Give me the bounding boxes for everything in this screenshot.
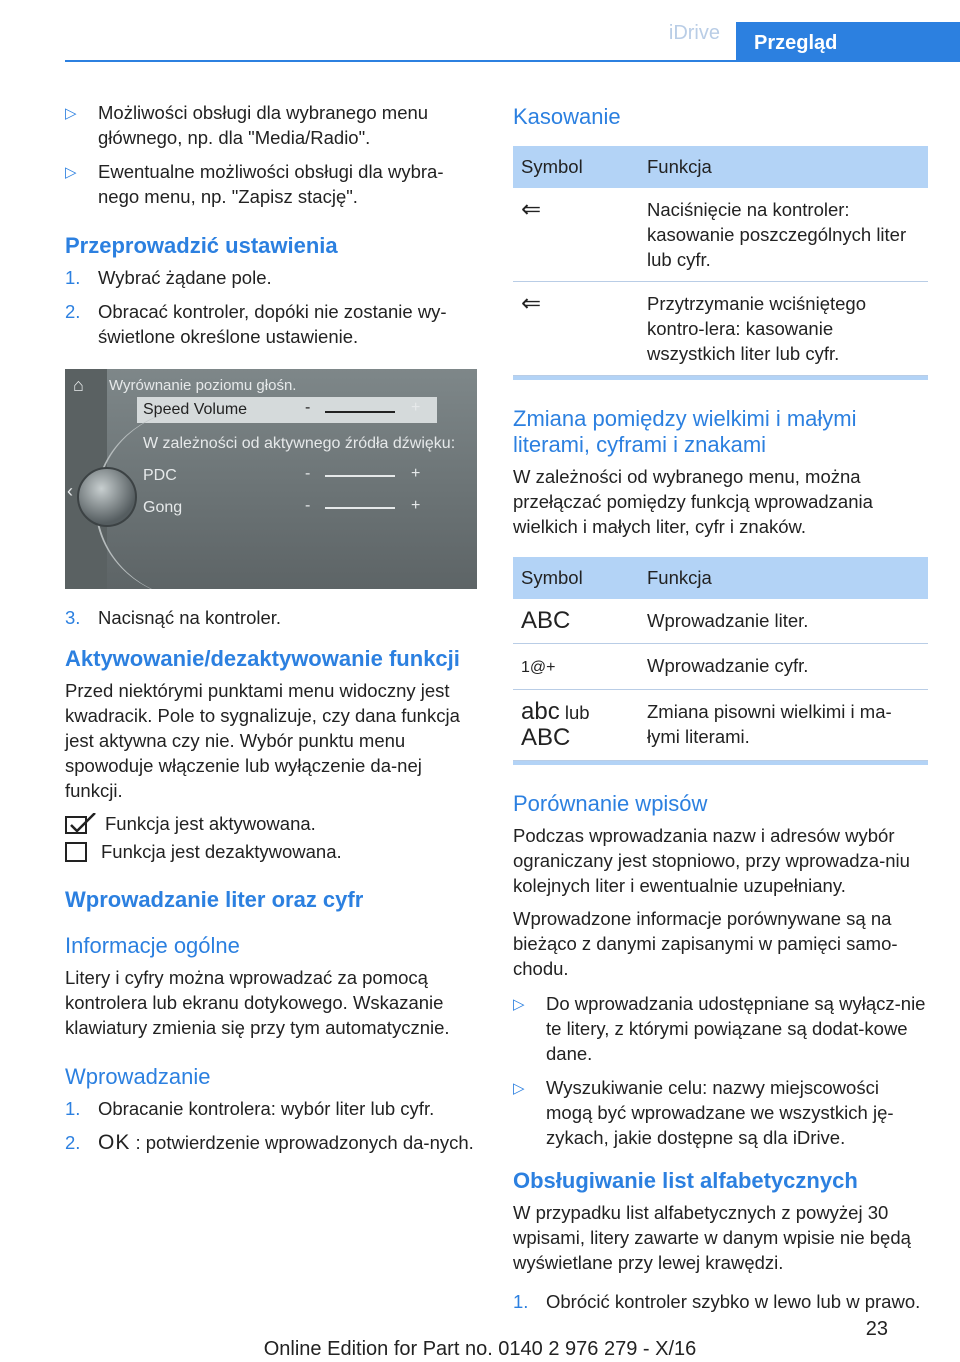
table-header-row: Symbol Funkcja bbox=[513, 146, 928, 188]
list-item: ▷ Do wprowadzania udostępniane są wyłącz‐nie te litery, z którymi powiązane są dodat‐kowe dane. bbox=[513, 993, 926, 1064]
case-heading: Zmiana pomiędzy wielkimi i małymi literami, cyframi i znakami bbox=[513, 406, 857, 457]
list-item: 1. Obrócić kontroler szybko w lewo lub w prawo. bbox=[513, 1291, 921, 1312]
header-rule bbox=[65, 60, 960, 62]
edition-footer: Online Edition for Part no. 0140 2 976 279 - X/16 bbox=[263, 1338, 697, 1360]
ok-icon: OK bbox=[98, 1131, 131, 1154]
general-heading: Informacje ogólne bbox=[65, 933, 240, 958]
triangle-bullet-icon: ▷ bbox=[513, 1080, 525, 1097]
active-row: Funkcja jest aktywowana. bbox=[65, 813, 477, 835]
general-text: Litery i cyfry można wprowadzać za pomocą kontrolera lub ekranu dotykowego. Wskazanie klawiatury zmienia się przy tym automatycznie. bbox=[65, 967, 450, 1038]
checkbox-checked-icon bbox=[65, 813, 101, 835]
page-header bbox=[0, 0, 960, 62]
home-icon: ⌂ bbox=[73, 375, 84, 395]
settings-heading: Przeprowadzić ustawienia bbox=[65, 233, 338, 258]
screen-row-pdc: PDC bbox=[143, 467, 177, 484]
activation-heading: Aktywowanie/dezaktywowanie funkcji bbox=[65, 646, 460, 671]
digits-symbols-icon: 1@+ bbox=[521, 659, 556, 676]
header-tab: Przegląd bbox=[736, 22, 960, 62]
list-item: ▷ Wyszukiwanie celu: nazwy miejscowości mogą być wprowadzane we wszystkich ję‐zykach, jakie dostępne są dla iDrive. bbox=[513, 1077, 894, 1148]
right-column bbox=[513, 100, 928, 1323]
screen-title: Wyrównanie poziomu głośn. bbox=[109, 377, 297, 394]
list-item: 1. Obracanie kontrolera: wybór liter lub cyfr. bbox=[65, 1098, 435, 1119]
table-header-row: Symbol Funkcja bbox=[513, 557, 928, 599]
compare-heading: Porównanie wpisów bbox=[513, 791, 708, 816]
alpha-heading: Obsługiwanie list alfabetycznych bbox=[513, 1168, 858, 1193]
compare-bullets bbox=[513, 991, 928, 1150]
uppercase-abc-icon: ABC bbox=[521, 607, 571, 634]
slider bbox=[325, 465, 395, 477]
delete-table bbox=[513, 146, 928, 376]
table-row: 1@+ Wprowadzanie cyfr. bbox=[513, 644, 928, 690]
chevron-left-icon: ‹ bbox=[67, 481, 73, 501]
slider bbox=[325, 497, 395, 509]
input-steps bbox=[65, 1096, 477, 1155]
triangle-bullet-icon: ▷ bbox=[513, 996, 525, 1013]
inactive-row: Funkcja jest dezaktywowana. bbox=[65, 841, 477, 863]
uppercase-abc-icon: ABC bbox=[521, 724, 571, 751]
table-row: ⇐ Przytrzymanie wciśniętego kontro‐lera: kasowanie wszystkich liter lub cyfr. bbox=[513, 282, 928, 376]
entry-heading: Wprowadzanie liter oraz cyfr bbox=[65, 887, 364, 912]
triangle-bullet-icon: ▷ bbox=[65, 105, 77, 122]
list-item: 1. Wybrać żądane pole. bbox=[65, 267, 272, 288]
slider bbox=[325, 401, 395, 413]
compare-text-1: Podczas wprowadzania nazw i adresów wybór ograniczany jest stopniowo, przy wprowadza‐niu kolejnych liter i ewentualnie uzupełniany. bbox=[513, 825, 910, 896]
delete-heading: Kasowanie bbox=[513, 104, 621, 129]
alpha-text: W przypadku list alfabetycznych z powyżej 30 wpisami, litery zawarte w danym wpisie nie będą wyświetlane przy lewej krawędzi. bbox=[513, 1202, 911, 1273]
settings-steps bbox=[65, 265, 477, 349]
input-heading: Wprowadzanie bbox=[65, 1064, 211, 1089]
screen-subtitle: W zależności od aktywnego źródła dźwięku: bbox=[143, 435, 456, 452]
table-row: ABC Wprowadzanie liter. bbox=[513, 599, 928, 644]
page-number: 23 bbox=[865, 1318, 888, 1340]
lowercase-abc-icon: abc bbox=[521, 698, 560, 725]
header-section: iDrive bbox=[668, 22, 720, 44]
activation-text: Przed niektórymi punktami menu widoczny jest kwadracik. Pole to sygnalizuje, czy dana funkcja jest aktywna czy nie. Wybór punktu menu spowoduje włączenie lub wyłączenie da‐nej funkcji. bbox=[65, 680, 460, 801]
list-item: ▷ Możliwości obsługi dla wybranego menu głównego, np. dla "Media/Radio". bbox=[65, 102, 429, 148]
left-column bbox=[65, 100, 477, 1164]
table-row: abc lub ABC Zmiana pisowni wielkimi i ma‐łymi literami. bbox=[513, 690, 928, 761]
alpha-steps bbox=[513, 1289, 928, 1314]
triangle-bullet-icon: ▷ bbox=[65, 164, 77, 181]
screen-row-gong: Gong bbox=[143, 499, 183, 516]
list-item: 2. OK : potwierdzenie wprowadzonych da‐nych. bbox=[65, 1131, 474, 1154]
compare-text-2: Wprowadzone informacje porównywane są na bieżąco z danymi zapisanymi w pamięci samo‐chodu. bbox=[513, 908, 898, 979]
checkbox-empty-icon bbox=[65, 842, 87, 862]
table-row: ⇐ Naciśnięcie na kontroler: kasowanie poszczególnych liter lub cyfr. bbox=[513, 188, 928, 282]
case-text: W zależności od wybranego menu, można przełączać pomiędzy funkcją wprowadzania wielkich i małych liter, cyfr i znaków. bbox=[513, 466, 873, 537]
backspace-icon: ⇐ bbox=[521, 196, 542, 223]
controller-knob-icon bbox=[77, 467, 137, 527]
list-item: 3. Nacisnąć na kontroler. bbox=[65, 607, 282, 628]
list-item: 2. Obracać kontroler, dopóki nie zostanie wy‐świetlone określone ustawienie. bbox=[65, 301, 447, 347]
backspace-icon: ⇐ bbox=[521, 290, 542, 317]
settings-step-3 bbox=[65, 605, 477, 630]
screen-row-speed-volume: Speed Volume bbox=[143, 401, 248, 418]
list-item: ▷ Ewentualne możliwości obsługi dla wybra‐nego menu, np. "Zapisz stację". bbox=[65, 161, 444, 207]
idrive-screen-photo: ⌂ Wyrównanie poziomu głośn. Speed Volume - + W zależności od aktywnego źródła dźwięku: PDC - + Gong - + ‹ bbox=[65, 369, 477, 589]
case-table bbox=[513, 557, 928, 761]
intro-bullets bbox=[65, 100, 477, 209]
